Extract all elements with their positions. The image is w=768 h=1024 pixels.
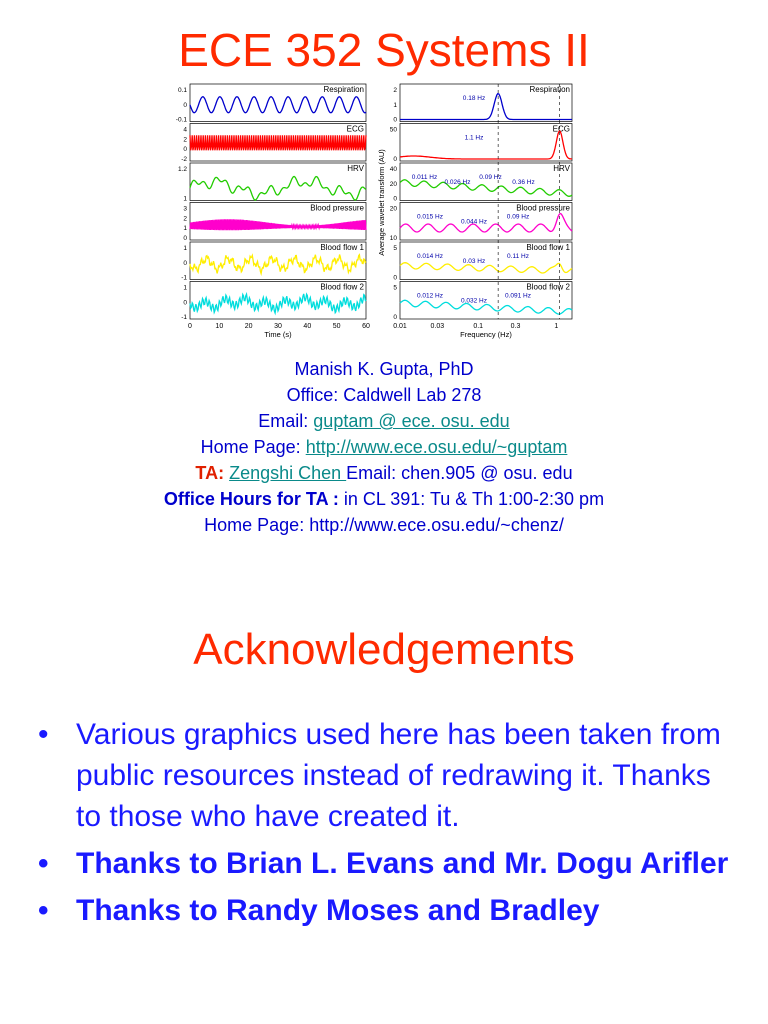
x-axis-label: Time (s) bbox=[264, 330, 292, 339]
peak-annotation: 0.011 Hz bbox=[411, 174, 438, 181]
bullet-item bbox=[36, 714, 736, 837]
y-tick-label: -1 bbox=[181, 314, 187, 321]
series-label: Blood flow 2 bbox=[526, 282, 570, 292]
series-line bbox=[190, 135, 366, 150]
y-tick-label: 1 bbox=[393, 101, 397, 109]
acknowledgements-title: Acknowledgements bbox=[193, 625, 575, 674]
y-tick-label: 5 bbox=[393, 245, 397, 252]
peak-annotation: 0.36 Hz bbox=[512, 179, 535, 186]
y-tick-label: 0 bbox=[393, 195, 397, 203]
y-tick-label: 1 bbox=[183, 195, 187, 203]
series-line bbox=[190, 219, 366, 230]
x-tick-label: 30 bbox=[274, 323, 282, 330]
peak-annotation: 0.015 Hz bbox=[416, 213, 444, 221]
bullet-item bbox=[36, 890, 736, 931]
y-tick-label: 0 bbox=[183, 299, 187, 307]
bullet-dot: • bbox=[38, 718, 49, 751]
peak-annotation: 0.03 Hz bbox=[462, 258, 486, 265]
ta-line bbox=[0, 460, 768, 486]
ta-homepage: Home Page: http://www.ece.osu.edu/~chenz/ bbox=[204, 515, 564, 535]
y-tick-label: 0 bbox=[393, 156, 397, 163]
physiological-signals-figure bbox=[160, 76, 580, 344]
x-tick-label: 0.03 bbox=[430, 323, 445, 330]
bullet-dot: • bbox=[38, 894, 49, 927]
ta-email: Email: chen.905 @ osu. edu bbox=[346, 463, 573, 483]
series-label: ECG bbox=[552, 124, 570, 134]
y-tick-label: -1 bbox=[181, 274, 187, 282]
y-tick-label: 20 bbox=[389, 205, 397, 213]
peak-annotation: 0.026 Hz bbox=[444, 179, 471, 186]
bullet-dot: • bbox=[38, 847, 49, 880]
peak-annotation: 0.09 Hz bbox=[479, 174, 502, 181]
office-hours-line bbox=[0, 486, 768, 512]
series-line bbox=[190, 255, 366, 274]
office-hours-label: Office Hours for TA : bbox=[163, 489, 339, 509]
series-line bbox=[190, 294, 366, 313]
x-tick-label: 20 bbox=[244, 323, 253, 330]
series-label: Blood flow 2 bbox=[320, 282, 364, 292]
email-line bbox=[0, 408, 768, 434]
y-tick-label: 0.1 bbox=[177, 87, 187, 94]
x-tick-label: 0.01 bbox=[393, 323, 407, 330]
panel-frame bbox=[400, 124, 572, 162]
y-tick-label: 0 bbox=[183, 259, 187, 267]
y-tick-label: 40 bbox=[389, 166, 397, 173]
y-tick-label: 50 bbox=[389, 126, 397, 134]
bullet-text: Thanks to Randy Moses and Bradley bbox=[76, 894, 600, 927]
series-line bbox=[400, 180, 572, 197]
x-tick-label: 50 bbox=[332, 323, 341, 330]
y-tick-label: 2 bbox=[183, 136, 187, 144]
peak-annotation: 0.11 Hz bbox=[507, 253, 529, 260]
series-label: HRV bbox=[347, 164, 364, 173]
series-label: Blood flow 1 bbox=[526, 243, 570, 252]
bullet-text: Thanks to Brian L. Evans and Mr. Dogu Arifler bbox=[76, 847, 729, 880]
x-tick-label: 60 bbox=[362, 323, 370, 330]
peak-annotation: 0.014 Hz bbox=[416, 253, 444, 260]
y-tick-label: 2 bbox=[393, 87, 397, 94]
x-tick-label: 0.3 bbox=[510, 323, 521, 330]
peak-annotation: 0.09 Hz bbox=[506, 213, 530, 221]
x-tick-label: 0.1 bbox=[473, 323, 484, 330]
bullet-text: Various graphics used here has been taken from public resources instead of redrawing it. Thanks to those who have created it. bbox=[76, 718, 721, 833]
y-tick-label: 1.2 bbox=[177, 166, 187, 173]
y-tick-label: 1 bbox=[183, 284, 187, 292]
y-tick-label: 1 bbox=[183, 245, 187, 252]
email-link[interactable]: guptam @ ece. osu. edu bbox=[313, 411, 510, 431]
homepage-link[interactable]: http://www.ece.osu.edu/~guptam bbox=[305, 437, 568, 457]
instructor-name: Manish K. Gupta, PhD bbox=[294, 359, 474, 379]
series-line bbox=[400, 94, 572, 120]
y-tick-label: -2 bbox=[181, 156, 187, 163]
y-tick-label: 1 bbox=[183, 225, 187, 233]
office-location: Office: Caldwell Lab 278 bbox=[286, 385, 482, 405]
series-label: Respiration bbox=[529, 85, 570, 94]
x-axis-label: Frequency (Hz) bbox=[460, 330, 512, 339]
series-line bbox=[190, 177, 366, 201]
y-tick-label: 20 bbox=[389, 180, 397, 188]
x-tick-label: 10 bbox=[215, 323, 224, 330]
series-label: Respiration bbox=[323, 85, 364, 94]
series-label: ECG bbox=[346, 124, 364, 134]
y-tick-label: 5 bbox=[393, 284, 397, 292]
office-hours-value: in CL 391: Tu & Th 1:00-2:30 pm bbox=[338, 489, 605, 509]
y-tick-label: -0.1 bbox=[175, 116, 187, 124]
y-tick-label: 0 bbox=[393, 314, 397, 321]
series-label: HRV bbox=[553, 164, 570, 173]
bullet-item bbox=[36, 843, 736, 884]
y-tick-label: 0 bbox=[393, 116, 397, 124]
y-tick-label: 4 bbox=[183, 126, 187, 134]
series-line bbox=[190, 97, 366, 113]
series-line bbox=[400, 131, 572, 159]
ta-name-link[interactable]: Zengshi Chen bbox=[229, 463, 347, 483]
y-axis-label: Average wavelet transform (AU) bbox=[377, 149, 386, 256]
homepage-line bbox=[0, 434, 768, 460]
slide-title: ECE 352 Systems II bbox=[178, 24, 590, 76]
y-tick-label: 0 bbox=[183, 101, 187, 109]
peak-annotation: 0.032 Hz bbox=[460, 297, 488, 305]
ta-label: TA: bbox=[195, 463, 225, 483]
email-label: Email: bbox=[258, 411, 314, 431]
y-tick-label: 0 bbox=[393, 274, 397, 282]
peak-annotation: 0.044 Hz bbox=[460, 218, 488, 226]
y-tick-label: 10 bbox=[389, 235, 397, 242]
y-tick-label: 3 bbox=[183, 205, 187, 213]
signals-chart bbox=[160, 76, 580, 344]
series-label: Blood pressure bbox=[516, 203, 570, 213]
x-tick-label: 0 bbox=[188, 323, 192, 330]
series-label: Blood pressure bbox=[310, 203, 364, 213]
acknowledgements-list bbox=[36, 714, 736, 937]
x-tick-label: 40 bbox=[303, 323, 312, 330]
y-tick-label: 2 bbox=[183, 215, 187, 223]
peak-annotation: 0.012 Hz bbox=[416, 292, 444, 300]
series-line bbox=[400, 263, 572, 273]
homepage-label: Home Page: bbox=[200, 437, 306, 457]
x-tick-label: 1 bbox=[554, 323, 559, 330]
y-tick-label: 0 bbox=[183, 235, 187, 242]
peak-annotation: 1.1 Hz bbox=[464, 134, 484, 142]
instructor-info bbox=[0, 356, 768, 538]
peak-annotation: 0.18 Hz bbox=[462, 95, 486, 102]
series-label: Blood flow 1 bbox=[320, 243, 364, 252]
y-tick-label: 0 bbox=[183, 146, 187, 154]
peak-annotation: 0.091 Hz bbox=[504, 292, 532, 300]
